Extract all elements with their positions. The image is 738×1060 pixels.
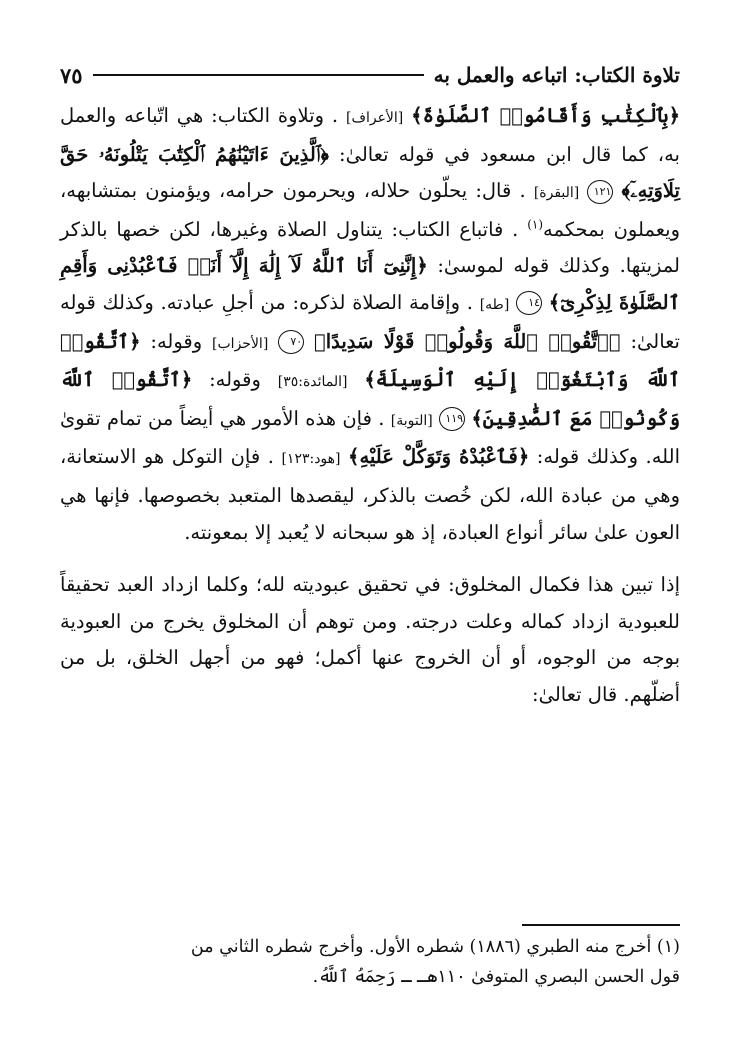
ayah-number-marker: ١١٩ (439, 407, 465, 431)
body-text-run: . وإقامة الصلاة لذكره: من أجلِ عبادته. وكذلك قوله تعالىٰ: (60, 290, 680, 353)
body-text-run: . فاتباع الكتاب: يتناول الصلاة وغيرها، لكن خصها بالذكر لمزيتها. وكذلك قوله لموسىٰ: (60, 217, 680, 278)
header-rule (93, 74, 424, 76)
surah-reference: [طه] (479, 296, 510, 313)
surah-reference: [هود:١٢٣] (281, 451, 341, 468)
quran-verse: ﴿إِنَّنِىٓ أَنَا ٱللَّهُ لَآ إِلَٰهَ إِلَّآ أَنَا۠ فَٱعْبُدْنِى وَأَقِمِ ٱلصَّلَوٰةَ لِذِكْرِىٓ﴾ (60, 254, 680, 314)
body-text-run: وقوله: (140, 329, 213, 353)
main-text (60, 98, 680, 714)
quran-verse: ﴿ٱتَّقُوا۟ ٱللَّهَ وَٱبْتَغُوٓا۟ إِلَيْهِ ٱلْوَسِيلَةَ﴾ (60, 329, 680, 392)
quran-verse: ﴿فَٱعْبُدْهُ وَتَوَكَّلْ عَلَيْهِ﴾ (348, 445, 530, 469)
footnote-marker[interactable]: (١) (527, 217, 544, 232)
ayah-number-marker: ٧٠ (278, 330, 304, 354)
footnote-line: (١) أخرج منه الطبري (١٨٨٦) شطره الأول. وأخرج شطره الثاني من (190, 937, 680, 957)
running-header (60, 58, 680, 92)
paragraph-2: إذا تبين هذا فكمال المخلوق: في تحقيق عبوديته لله؛ وكلما ازداد العبد تحقيقاً للعبودية ازداد كماله وعلت درجته. ومن توهم أن المخلوق يخرج من العبودية بوجه من الوجوه، أو أن الخروج عنها أكمل؛ فهو من أجهل الخلق، بل من أضلّهم. قال تعالىٰ: (60, 573, 680, 706)
surah-reference: [البقرة] (533, 185, 580, 202)
body-text-run: . وتلاوة الكتاب: هي اتّباعه والعمل به، كما قال ابن مسعود في قوله تعالىٰ: (60, 104, 680, 166)
book-page (60, 0, 680, 1060)
surah-reference: [التوبة] (390, 412, 433, 429)
quran-verse: ﴿بِٱلْكِتَٰبِ وَأَقَامُوا۟ ٱلصَّلَوٰةَ﴾ (411, 104, 681, 127)
paragraph-1 (60, 98, 680, 551)
surah-reference: [الأحزاب] (212, 335, 269, 352)
body-text-run: وقوله: (192, 368, 278, 392)
body-text-run: . فإن هذه الأمور هي أيضاً من تمام تقوىٰ الله. وكذلك قوله: (60, 406, 680, 469)
footnote-line: قول الحسن البصري المتوفىٰ ١١٠هـ ـ رَحِمَهُ ٱللَّهُ. (312, 967, 680, 987)
quran-verse: ﴿ٱتَّقُوا۟ ٱللَّهَ وَكُونُوا۟ مَعَ ٱلصَّٰدِقِينَ﴾ (60, 368, 680, 430)
ayah-number-marker: ١٤ (516, 291, 542, 315)
page-number: ٧٥ (60, 62, 83, 88)
footnotes (60, 932, 680, 992)
footnote-separator (522, 924, 680, 926)
surah-reference: [الأعراف] (345, 110, 404, 126)
body-text-run: . قال: يحلّون حلاله، ويحرمون حرامه، ويؤمنون بمتشابهه، ويعملون بمحكمه (60, 179, 680, 241)
ayah-number-marker: ١٢١ (587, 180, 613, 204)
quran-verse: ﴿ٱتَّقُوا۟ ٱللَّهَ وَقُولُوا۟ قَوْلًا سَدِيدًا﴾ (314, 329, 621, 353)
quran-verse: ﴿ٱلَّذِينَ ءَاتَيْنَٰهُمُ ٱلْكِتَٰبَ يَتْلُونَهُۥ حَقَّ تِلَاوَتِهِۦٓ﴾ (60, 142, 680, 203)
surah-reference: [المائدة:٣٥] (277, 374, 348, 391)
body-text-run: . فإن التوكل هو الاستعانة، وهي من عبادة الله، لكن خُصت بالذكر، ليقصدها المتعبد بخصوصها. فإنها هي العون علىٰ سائر أنواع العبادة، إذ هو سبحانه لا يُعبد إلا بمعونته. (60, 445, 680, 544)
header-title: تلاوة الكتاب: اتباعه والعمل به (433, 63, 680, 87)
